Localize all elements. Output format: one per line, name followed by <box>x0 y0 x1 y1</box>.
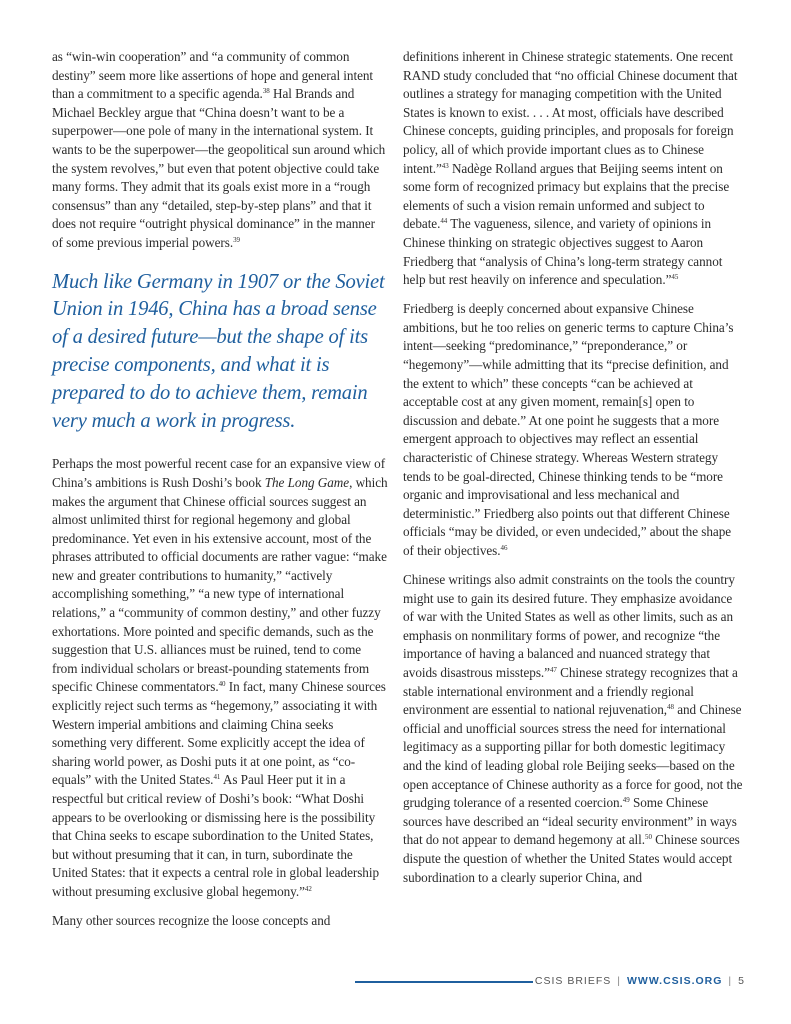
paragraph: Perhaps the most powerful recent case for an expansive view of China’s ambitions is Rush Doshi’s book The Long Game, which makes the argument that Chinese official sources suggest an almost unlimited thirst for regional hegemony and global predominance. Yet even in his extensive account, most of the phrases attributed to official documents are rather vague: “make new and greater contributions to humanity,” “actively accomplishing something,” “a new type of international relations,” a “community of common destiny,” and other fuzzy exhortations. More pointed and specific demands, such as the suggestion that U.S. alliances must be ruined, tend to come from individual scholars or breast-pounding statements from specific Chinese commentators.$^{40}$ In fact, many Chinese sources explicitly reject such terms as “hegemony,” associating it with Western imperial ambitions and claiming China seeks something very different. Some explicitly accept the idea of sharing world power, as Doshi puts it at one point, as “co-equals” with the United States.$^{41}$ As Paul Heer put it in a respectful but critical review of Doshi’s book: “What Doshi appears to be overlooking or dismissing here is the possibility that China seeks to escape subordination to the United States, but without presuming that it can, in turn, subordinate the United States: that it expects a central role in global leadership without presuming exclusive global hegemony.”$^{42}$ <box>52 456 388 899</box>
footnote-ref[interactable]: 39 <box>233 235 241 244</box>
pull-quote: Much like Germany in 1907 or the Soviet Union in 1946, China has a broad sense of a desired future—but the shape of its precise components, and what it is prepared to do to achieve them, remain very much a work in progress. <box>52 270 385 432</box>
paragraph: Chinese writings also admit constraints on the tools the country might use to gain its desired future. They emphasize avoidance of war with the United States as well as other limits, such as an emphasis on nonmilitary forms of power, and recognize “the importance of having a balanced and nuanced strategy that avoids disastrous missteps.”$^{47}$ Chinese strategy recognizes that a stable international environment and a friendly regional environment are essential to national rejuvenation,$^{48}$ and Chinese official and unofficial sources stress the need for international legitimacy as a supporting pillar for both domestic legitimacy and the kind of leading global role Beijing seeks—based on the open acceptance of Chinese authority as a force for good, not the grudging tolerance of a resented coercion.$^{49}$ Some Chinese sources have described an “ideal security environment” in ways that do not appear to demand hegemony at all.$^{50}$ Chinese sources dispute the question of whether the United States would accept subordination to a clearly superior China, and <box>403 572 743 885</box>
footnote-ref[interactable]: 49 <box>622 796 630 805</box>
footer-rule <box>355 981 533 983</box>
footnote-ref[interactable]: 43 <box>441 161 449 170</box>
footnote-ref[interactable]: 42 <box>304 884 312 893</box>
paragraph: Many other sources recognize the loose concepts and <box>52 913 331 929</box>
footer-separator: | <box>617 975 621 987</box>
series-label: CSIS BRIEFS <box>534 975 612 987</box>
footnote-ref[interactable]: 45 <box>671 273 679 282</box>
footnote-ref[interactable]: 47 <box>549 666 557 674</box>
right-column <box>403 48 743 898</box>
website-link[interactable]: WWW.CSIS.ORG <box>627 975 723 987</box>
footnote-ref[interactable]: 48 <box>667 703 674 712</box>
footer-separator: | <box>728 975 733 987</box>
footnote-ref[interactable]: 41 <box>213 773 221 782</box>
left-column <box>52 48 388 941</box>
footnote-ref[interactable]: 38 <box>262 87 270 96</box>
paragraph: Friedberg is deeply concerned about expansive Chinese ambitions, but he too relies on generic terms to capture China’s intent—seeking “predominance,” “preponderance,” or “hegemony”—while admitting that its “precise definition, and the extent to which” these concepts “can be achieved at acceptable cost at any given moment, remain[s] open to discussion and debate.” At one point he suggests that a more emergent approach to objectives may reflect an essential characteristic of Chinese strategy. Whereas Western strategy tends to be goal-directed, Chinese thinking tends to be “more organic and improvisational and less mechanical and deterministic.” Friedberg also points out that different Chinese officials “may be divided, or even undecided,” about the shape of their objectives.$^{46}$ <box>403 301 734 558</box>
page-number: 5 <box>738 975 745 987</box>
book-title: The Long Game <box>264 474 350 490</box>
footnote-ref[interactable]: 46 <box>500 543 508 552</box>
page-footer <box>535 975 745 987</box>
paragraph: as “win-win cooperation” and “a community of common destiny” seem more like assertions of hope and general intent than a commitment to a specific agenda.$^{38}$ Hal Brands and Michael Beckley argue that “China doesn’t want to be a superpower—one pole of many in the international system. It wants to be the superpower—the geopolitical sun around which the system revolves,” but even that potent objective could take many forms. They admit that its goals exist more in a “rough consensus” than any “detailed, step-by-step plans” and that it does not require “outright physical dominance” in the manner of some previous imperial powers.$^{39}$ <box>52 49 386 250</box>
footnote-ref[interactable]: 40 <box>218 680 226 689</box>
paragraph: definitions inherent in Chinese strategic statements. One recent RAND study concluded that “no official Chinese document that outlines a strategy for managing competition with the United States is known to exist. . . . At most, officials have described Chinese concepts, guiding principles, and proposals for foreign policy, all of which provide important clues as to Chinese intent.”$^{43}$ Nadège Rolland argues that Beijing seems intent on some form of recognized primacy but explains that the precise elements of such a vision remain unformed and subject to debate.$^{44}$ The vagueness, silence, and variety of opinions in Chinese thinking on strategic objectives suggest to Aaron Friedberg that “analysis of China’s long-term strategy cannot help but rest heavily on inference and speculation.”$^{45}$ <box>403 49 738 288</box>
footnote-ref[interactable]: 44 <box>440 217 448 226</box>
footnote-ref[interactable]: 50 <box>645 833 652 842</box>
